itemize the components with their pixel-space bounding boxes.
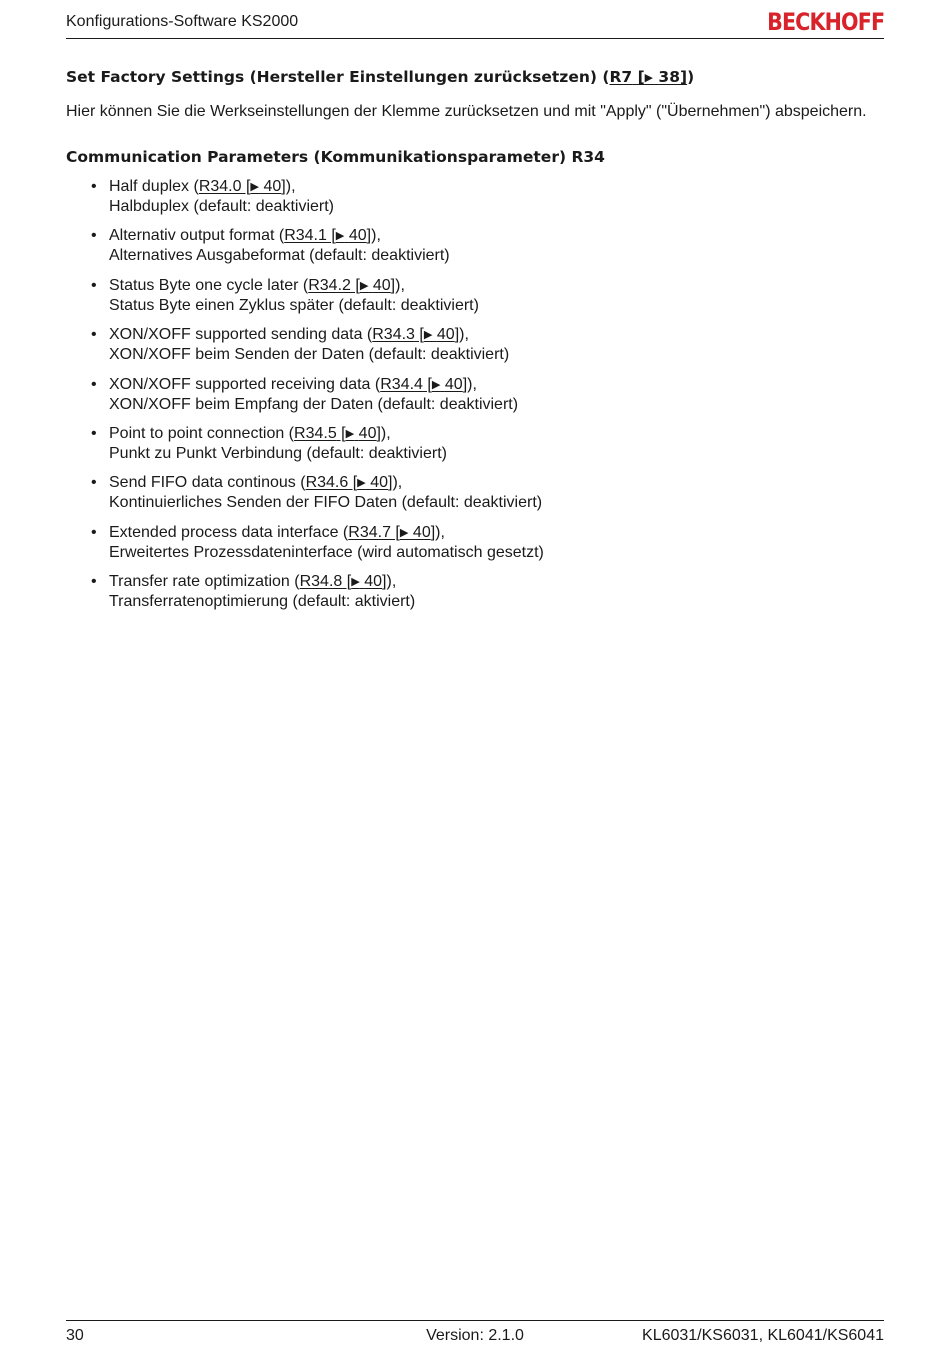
- param-name-de: Transferratenoptimierung (default: aktiviert): [109, 593, 416, 611]
- page-number: 30: [66, 1327, 84, 1344]
- list-item: • Extended process data interface (R34.7 [▶ 40]), Erweitertes Prozessdateninterface (wird automatisch gesetzt): [91, 523, 544, 561]
- header-title: Konfigurations-Software KS2000: [66, 13, 299, 30]
- xref-page: 40: [412, 523, 431, 541]
- list-item: • Transfer rate optimization (R34.8 [▶ 40]), Transferratenoptimierung (default: aktiviert): [91, 573, 416, 611]
- bullet-icon: •: [91, 227, 97, 245]
- param-name-en: XON/XOFF supported sending data: [109, 326, 363, 344]
- xref-ref: R34.7: [348, 523, 391, 541]
- param-name-de: Halbduplex (default: deaktiviert): [109, 198, 335, 215]
- param-name-en: Send FIFO data continous: [109, 474, 296, 492]
- factory-heading-text: Set Factory Settings (Hersteller Einstellungen zurücksetzen): [66, 68, 597, 86]
- param-name-de: Erweitertes Prozessdateninterface (wird automatisch gesetzt): [109, 543, 544, 561]
- xref-page: 40: [364, 573, 383, 591]
- param-xref[interactable]: R34.7 [▶ 40]: [348, 523, 436, 541]
- arrow-right-icon: ▶: [423, 329, 433, 342]
- xref-ref: R34.0: [198, 178, 242, 195]
- param-xref[interactable]: R34.0 [▶ 40]: [198, 178, 286, 195]
- param-name-en: Alternativ output format: [109, 227, 275, 245]
- param-xref[interactable]: R34.1 [▶ 40]: [284, 227, 372, 245]
- arrow-right-icon: ▶: [345, 427, 355, 440]
- param-name-en: Transfer rate optimization: [109, 573, 290, 591]
- document-version: Version: 2.1.0: [426, 1327, 524, 1344]
- bullet-icon: •: [91, 523, 97, 541]
- list-item: • Send FIFO data continous (R34.6 [▶ 40]), Kontinuierliches Senden der FIFO Daten (default: deaktiviert): [91, 474, 543, 512]
- xref-page: 40: [263, 178, 282, 195]
- arrow-right-icon: ▶: [359, 279, 369, 292]
- xref-page: 40: [370, 474, 389, 492]
- param-name-de: Status Byte einen Zyklus später (default: deaktiviert): [109, 296, 479, 314]
- xref-ref: R34.6: [305, 474, 349, 492]
- xref-page: 40: [348, 227, 367, 245]
- xref-page: 38: [658, 68, 680, 86]
- param-name-en: Extended process data interface: [109, 523, 339, 541]
- xref-ref: R7: [609, 68, 633, 86]
- xref-ref: R34.8: [299, 573, 343, 591]
- param-name-en: Half duplex: [109, 178, 190, 195]
- param-name-en: XON/XOFF supported receiving data: [109, 375, 371, 393]
- list-item: • XON/XOFF supported sending data (R34.3 [▶ 40]), XON/XOFF beim Senden der Daten (default: deaktiviert): [91, 326, 510, 364]
- param-xref[interactable]: R34.8 [▶ 40]: [299, 573, 387, 591]
- bullet-icon: •: [91, 474, 97, 492]
- param-xref[interactable]: R34.2 [▶ 40]: [308, 276, 396, 294]
- bullet-icon: •: [91, 424, 97, 442]
- arrow-right-icon: ▶: [431, 378, 441, 391]
- arrow-right-icon: ▶: [351, 576, 360, 589]
- xref-ref: R34.5: [294, 424, 337, 442]
- list-item: • Half duplex (R34.0 [▶ 40]), Halbduplex (default: deaktiviert): [91, 178, 335, 215]
- param-name-de: XON/XOFF beim Empfang der Daten (default: deaktiviert): [109, 395, 519, 413]
- arrow-right-icon: ▶: [399, 526, 409, 539]
- list-item: • Point to point connection (R34.5 [▶ 40]), Punkt zu Punkt Verbindung (default: deaktiviert): [91, 424, 447, 462]
- communication-parameters-heading: Communication Parameters (Kommunikationsparameter) R34: [66, 148, 605, 166]
- product-name: KL6031/KS6031, KL6041/KS6041: [642, 1327, 884, 1344]
- arrow-right-icon: ▶: [357, 477, 366, 490]
- bullet-icon: •: [91, 573, 97, 591]
- page-header: [66, 8, 884, 39]
- bullet-icon: •: [91, 375, 97, 393]
- xref-ref: R34.1: [284, 227, 327, 245]
- list-item: • XON/XOFF supported receiving data (R34.4 [▶ 40]), XON/XOFF beim Empfang der Daten (default: deaktiviert): [91, 375, 519, 413]
- bullet-icon: •: [91, 326, 97, 344]
- param-name-en: Status Byte one cycle later: [109, 276, 299, 294]
- list-item: • Status Byte one cycle later (R34.2 [▶ 40]), Status Byte einen Zyklus später (default: deaktiviert): [91, 276, 479, 314]
- xref-ref: R34.4: [380, 375, 423, 393]
- factory-settings-description: Hier können Sie die Werkseinstellungen der Klemme zurücksetzen und mit "Apply" ("Übernehmen") abspeichern.: [66, 103, 867, 120]
- xref-page: 40: [358, 424, 377, 442]
- xref-page: 40: [372, 276, 391, 294]
- param-xref[interactable]: R34.3 [▶ 40]: [372, 326, 460, 344]
- parameter-list: [66, 177, 884, 612]
- param-name-de: Alternatives Ausgabeformat (default: deaktiviert): [109, 247, 450, 265]
- bullet-icon: •: [91, 178, 97, 195]
- param-xref[interactable]: R34.6 [▶ 40]: [305, 474, 393, 492]
- param-name-de: Kontinuierliches Senden der FIFO Daten (default: deaktiviert): [109, 494, 543, 512]
- page-content: [66, 66, 884, 622]
- xref-page: 40: [436, 326, 455, 344]
- arrow-right-icon: ▶: [644, 71, 654, 84]
- xref-page: 40: [444, 375, 463, 393]
- xref-ref: R34.3: [372, 326, 415, 344]
- bullet-icon: •: [91, 276, 97, 294]
- page-footer: [66, 1320, 884, 1351]
- param-name-de: XON/XOFF beim Senden der Daten (default: deaktiviert): [109, 346, 510, 364]
- factory-settings-xref[interactable]: R7 [▶ 38]: [609, 68, 688, 86]
- xref-ref: R34.2: [308, 276, 351, 294]
- arrow-right-icon: ▶: [250, 181, 260, 193]
- param-name-de: Punkt zu Punkt Verbindung (default: deaktiviert): [109, 444, 447, 462]
- factory-settings-heading: Set Factory Settings (Hersteller Einstellungen zurücksetzen) (R7 [▶ 38]): [66, 68, 695, 86]
- list-item: • Alternativ output format (R34.1 [▶ 40]), Alternatives Ausgabeformat (default: deaktiviert): [91, 227, 450, 265]
- param-name-en: Point to point connection: [109, 424, 285, 442]
- beckhoff-logo: BECKHOFF: [766, 8, 884, 36]
- param-xref[interactable]: R34.4 [▶ 40]: [380, 375, 468, 393]
- arrow-right-icon: ▶: [335, 230, 345, 243]
- param-xref[interactable]: R34.5 [▶ 40]: [294, 424, 381, 442]
